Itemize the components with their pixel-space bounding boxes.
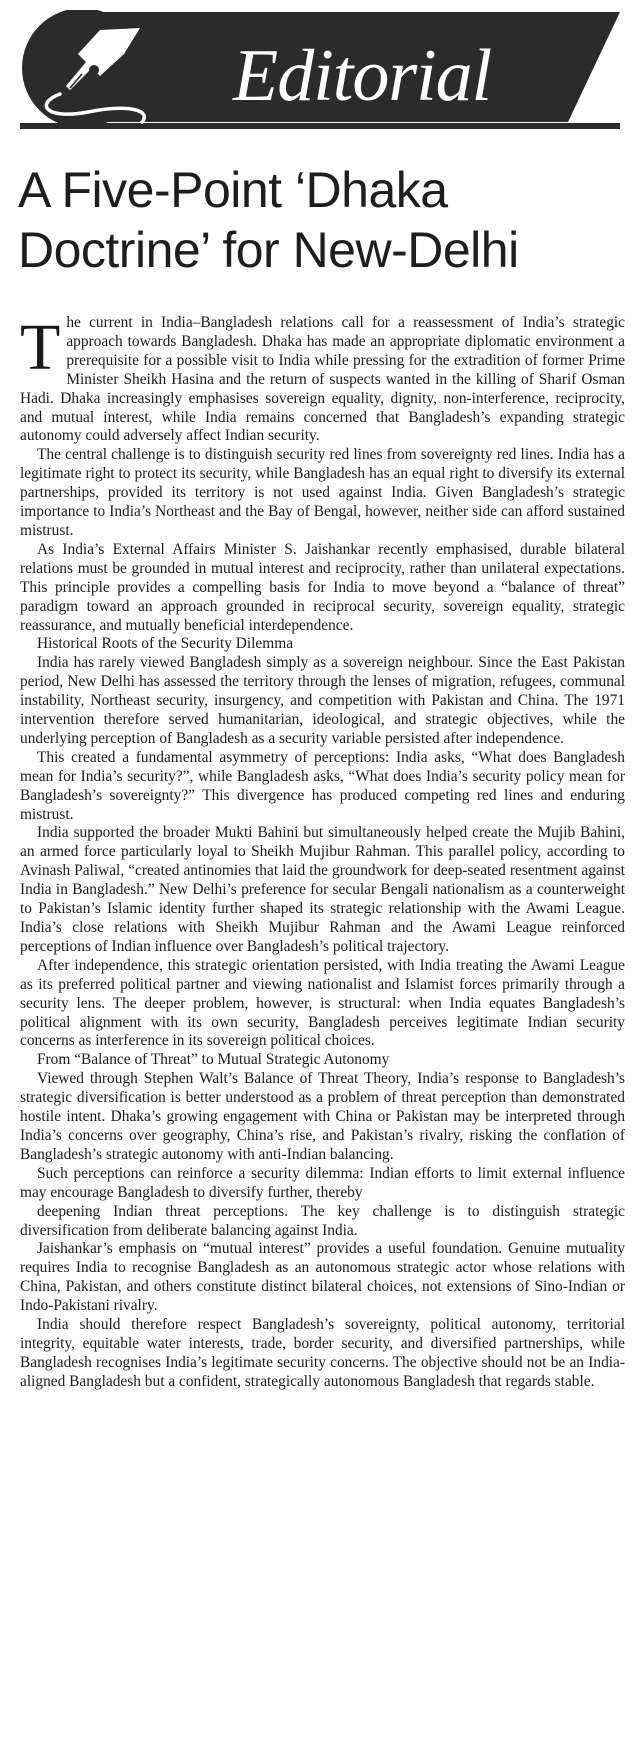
paragraph-8: Viewed through Stephen Walt’s Balance of Threat Theory, India’s response to Bangladesh’s strategic diversification is better understood as a problem of threat perception than demonstrated hostile intent. Dhaka’s growing engagement with China or Pakistan may be interpreted through India’s concerns over geography, China’s rise, and Pakistan’s rivalry, risking the conflation of Bangladesh’s strategic autonomy with anti-Indian balancing. <box>20 1070 625 1163</box>
paragraph-7: After independence, this strategic orientation persisted, with India treating the Awami League as its preferred political partner and viewing nationalist and Islamist forces primarily through a security lens. The deeper problem, however, is structural: when India equates Bangladesh’s political alignment with its own security, Bangladesh perceives legitimate Indian security concerns as interference in its sovereign political choices. <box>20 956 625 1050</box>
paragraph-11: Jaishankar’s emphasis on “mutual interest” provides a useful foundation. Genuine mutuality requires India to recognise Bangladesh as an autonomous strategic actor whose relations with China, Pakistan, and others constitute distinct bilateral choices, not extensions of Sino-Indian or Indo-Pakistani rivalry. <box>20 1240 625 1315</box>
paragraph-6: India supported the broader Mukti Bahini but simultaneously helped create the Mujib Bahini, an armed force particularly loyal to Sheikh Mujibur Rahman. This parallel policy, according to Avinash Paliwal, “created antinomies that laid the groundwork for deep-seated resentment against India in Bangladesh.” New Delhi’s preference for secular Bengali nationalism as a counterweight to Pakistan’s Islamic identity further shaped its strategic relationship with the Awami League. India’s close relations with Sheikh Mujibur Rahman and the Awami League reinforced perceptions of Indian influence over Bangladesh’s political trajectory. <box>20 824 625 955</box>
paragraph-1-text: he current in India–Bangladesh relations call for a reassessment of India’s strategic approach towards Bangladesh. Dhaka has made an appropriate diplomatic environment a prerequisite for a possible visit to India while pressing for the extradition of former Prime Minister Sheikh Hasina and the return of suspects wanted in the killing of Sharif Osman Hadi. Dhaka increasingly emphasises sovereign equality, dignity, non-interference, reciprocity, and mutual interest, while India remains concerned that Bangladesh’s expanding strategic autonomy could adversely affect Indian security. <box>20 314 625 445</box>
paragraph-4: India has rarely viewed Bangladesh simply as a sovereign neighbour. Since the East Pakistan period, New Delhi has assessed the territory through the lenses of migration, refugees, communal instability, Northeast security, insurgency, and competition with Pakistan and China. The 1971 intervention therefore served humanitarian, ideological, and strategic objectives, while the underlying perception of Bangladesh as a security variable persisted after independence. <box>20 654 625 747</box>
article-body <box>20 311 625 1392</box>
subheading-historical-roots: Historical Roots of the Security Dilemma <box>37 635 294 653</box>
paragraph-2: The central challenge is to distinguish security red lines from sovereignty red lines. India has a legitimate right to protect its security, while Bangladesh has an equal right to diversify its external partnerships, provided its territory is not used against India. Given Bangladesh’s strategic importance to India’s Northeast and the Bay of Bengal, however, neither side can afford sustained mistrust. <box>20 446 625 539</box>
paragraph-10: deepening Indian threat perceptions. The key challenge is to distinguish strategic diversification from deliberate balancing against India. <box>20 1202 625 1239</box>
drop-cap: T <box>20 311 61 384</box>
paragraph-1 <box>20 311 625 446</box>
headline: A Five-Point ‘Dhaka Doctrine’ for New-Delhi <box>18 162 519 278</box>
banner-title: Editorial <box>233 35 492 117</box>
editorial-banner <box>20 10 620 140</box>
paragraph-3: As India’s External Affairs Minister S. Jaishankar recently emphasised, durable bilateral relations must be grounded in mutual interest and reciprocity, rather than unilateral expectations. This principle provides a compelling basis for India to move beyond a “balance of threat” paradigm toward an approach grounded in reciprocal security, sovereign equality, strategic reassurance, and mutually beneficial interdependence. <box>20 540 625 634</box>
paragraph-12: India should therefore respect Bangladesh’s sovereignty, political autonomy, territorial integrity, equitable water interests, trade, border security, and diversified partnerships, while Bangladesh recognises India’s legitimate security concerns. The objective should not be an India-aligned Bangladesh but a confident, strategically autonomous Bangladesh that regards stable. <box>20 1316 625 1390</box>
subheading-balance-of-threat: From “Balance of Threat” to Mutual Strategic Autonomy <box>37 1051 390 1069</box>
paragraph-5: This created a fundamental asymmetry of perceptions: India asks, “What does Bangladesh mean for India’s security?”, while Bangladesh asks, “What does India’s security policy mean for Bangladesh’s sovereignty?” This divergence has produced competing red lines and enduring mistrust. <box>20 748 625 823</box>
paragraph-9: Such perceptions can reinforce a security dilemma: Indian efforts to limit external influence may encourage Bangladesh to diversify further, thereby <box>20 1164 625 1201</box>
